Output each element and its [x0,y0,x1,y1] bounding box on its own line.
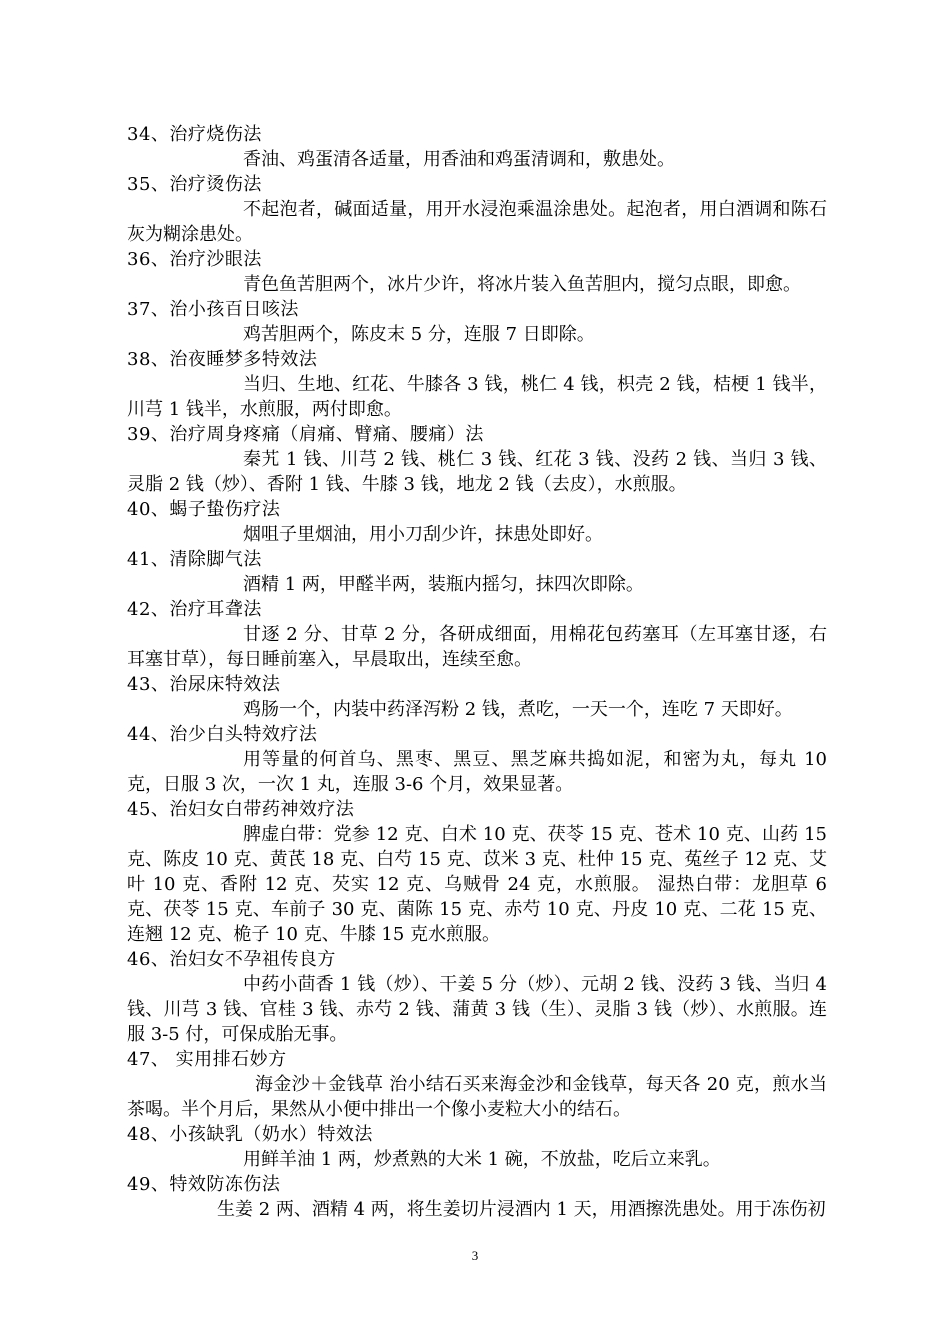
entry-text: 海金沙＋金钱草 治小结石买来海金沙和金钱草，每天各 20 克，煎水当茶喝。半个月后，果然从小便中排出一个像小麦粒大小的结石。 [127,1074,827,1120]
entry-title: 44、治少白头特效疗法 [127,724,318,745]
entry-38 [127,347,827,422]
entry-text: 酒精 1 两，甲醛半两，装瓶内摇匀，抹四次即除。 [243,574,644,595]
entry-title: 47、 实用排石妙方 [127,1049,287,1070]
entry-45 [127,797,827,947]
entry-36 [127,247,827,297]
entry-title: 41、清除脚气法 [127,549,262,570]
entry-42 [127,597,827,672]
entry-title: 38、治夜睡梦多特效法 [127,349,318,370]
entry-text: 鸡苦胆两个，陈皮末 5 分，连服 7 日即除。 [243,324,595,345]
entry-text: 生姜 2 两、酒精 4 两，将生姜切片浸酒内 1 天，用酒擦洗患处。用于冻伤初 [217,1199,826,1220]
entry-text: 用等量的何首乌、黑枣、黑豆、黑芝麻共捣如泥，和密为丸，每丸 10 克，日服 3 次，一次 1 丸，连服 3-6 个月，效果显著。 [127,749,827,795]
entry-title: 39、治疗周身疼痛（肩痛、臂痛、腰痛）法 [127,424,484,445]
entry-title: 49、特效防冻伤法 [127,1174,281,1195]
entry-text: 用鲜羊油 1 两，炒煮熟的大米 1 碗，不放盐，吃后立来乳。 [243,1149,721,1170]
entry-47 [127,1047,827,1122]
entry-35 [127,172,827,247]
entry-text: 脾虚白带：党参 12 克、白术 10 克、茯苓 15 克、苍术 10 克、山药 15 克、陈皮 10 克、黄芪 18 克、白芍 15 克、苡米 3 克、杜仲 15 克、菟丝子 12 克、艾叶 10 克、香附 12 克、芡实 12 克、乌贼骨 24 克，水煎服。 湿热白带：龙胆草 6 克、茯苓 15 克、车前子 30 克、菌陈 15 克、赤芍 10 克、丹皮 10 克、二花 15 克、连翘 12 克、桅子 10 克、牛膝 15 克水煎服。 [127,824,827,945]
entry-text: 烟咀子里烟油，用小刀刮少许，抹患处即好。 [243,524,603,545]
entry-text: 不起泡者，碱面适量，用开水浸泡乘温涂患处。起泡者，用白酒调和陈石灰为糊涂患处。 [127,199,827,245]
entry-48 [127,1122,827,1172]
entry-46 [127,947,827,1047]
entry-title: 45、治妇女白带药神效疗法 [127,799,355,820]
entry-text: 香油、鸡蛋清各适量，用香油和鸡蛋清调和，敷患处。 [243,149,675,170]
entry-title: 48、小孩缺乳（奶水）特效法 [127,1124,373,1145]
entry-text: 青色鱼苦胆两个，冰片少许，将冰片装入鱼苦胆内，搅匀点眼，即愈。 [243,274,801,295]
entry-34 [127,122,827,172]
entry-text: 秦艽 1 钱、川芎 2 钱、桃仁 3 钱、红花 3 钱、没药 2 钱、当归 3 钱、灵脂 2 钱（炒）、香附 1 钱、牛膝 3 钱，地龙 2 钱（去皮），水煎服。 [127,449,827,495]
entry-49 [127,1172,827,1222]
entry-37 [127,297,827,347]
entry-text: 鸡肠一个，内装中药泽泻粉 2 钱，煮吃，一天一个，连吃 7 天即好。 [243,699,793,720]
entry-title: 43、治尿床特效法 [127,674,281,695]
entry-title: 40、蝎子蛰伤疗法 [127,499,281,520]
entry-text: 中药小茴香 1 钱（炒）、干姜 5 分（炒）、元胡 2 钱、没药 3 钱、当归 4 钱、川芎 3 钱、官桂 3 钱、赤芍 2 钱、蒲黄 3 钱（生）、灵脂 3 钱（炒）、水煎服。连服 3-5 付，可保成胎无事。 [127,974,827,1045]
entry-text: 当归、生地、红花、牛膝各 3 钱，桃仁 4 钱，枳壳 2 钱，桔梗 1 钱半，川芎 1 钱半，水煎服，两付即愈。 [127,374,827,420]
page-number: 3 [471,1248,479,1263]
entry-text: 甘逐 2 分、甘草 2 分，各研成细面，用棉花包药塞耳（左耳塞甘逐，右耳塞甘草），每日睡前塞入，早晨取出，连续至愈。 [127,624,827,670]
document-body [127,122,827,1222]
entry-title: 46、治妇女不孕祖传良方 [127,949,336,970]
entry-title: 36、治疗沙眼法 [127,249,262,270]
entry-41 [127,547,827,597]
entry-title: 34、治疗烧伤法 [127,124,262,145]
entry-43 [127,672,827,722]
entry-44 [127,722,827,797]
entry-39 [127,422,827,497]
entry-title: 42、治疗耳聋法 [127,599,262,620]
entry-title: 37、治小孩百日咳法 [127,299,299,320]
entry-40 [127,497,827,547]
entry-title: 35、治疗烫伤法 [127,174,262,195]
